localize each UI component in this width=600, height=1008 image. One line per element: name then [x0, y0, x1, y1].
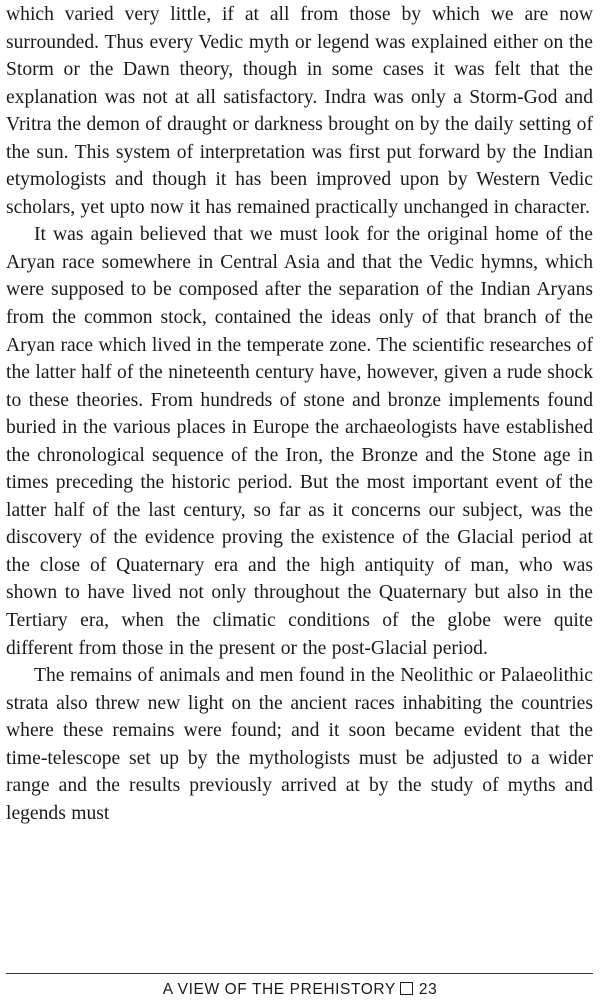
paragraph: It was again believed that we must look for the original home of the Aryan race somewhere in Central Asia and that the Vedic hymns, which were supposed to be composed after the separation of the Indian Aryans from the common stock, contained the ideas only of that branch of the Aryan race which lived in the temperate zone. The scientific researches of the latter half of the nineteenth century have, however, given a rude shock to these theories. From hundreds of stone and bronze implements found buried in the various places in Europe the archaeologists have established the chronological sequence of the Iron, the Bronze and the Stone age in times preceding the historic period. But the most important event of the latter half of the last century, so far as it concerns our subject, was the discovery of the evidence proving the existence of the Glacial period at the close of Quaternary era and the high antiquity of man, who was shown to have lived not only throughout the Quaternary but also in the Tertiary era, when the climatic conditions of the globe were quite different from those in the present or the post-Glacial period.	[6, 224, 593, 659]
paragraph-continued: which varied very little, if at all from those by which we are now surrounded. Thus every Vedic myth or legend was explained either on the Storm or the Dawn theory, though in some cases it was felt that the explanation was not at all satisfactory. Indra was only a Storm-God and Vritra the demon of draught or darkness brought on by the daily setting of the sun. This system of interpretation was first put forward by the Indian etymologists and though it has been improved upon by Western Vedic scholars, yet upto now it has remained practically unchanged in character.	[6, 4, 593, 218]
page-footer	[0, 981, 600, 999]
body-text	[6, 1, 593, 827]
paragraph: The remains of animals and men found in the Neolithic or Palaeolithic strata also threw new light on the ancient races inhabiting the countries where these remains were found; and it soon became evident that the time-telescope set up by the mythologists must be adjusted to a wider range and the results previously arrived at by the study of myths and legends must	[6, 665, 593, 824]
square-box-icon	[400, 982, 413, 995]
footer-rule	[6, 973, 593, 974]
page-number: 23	[418, 981, 438, 998]
running-title: A VIEW OF THE PREHISTORY	[162, 981, 396, 998]
